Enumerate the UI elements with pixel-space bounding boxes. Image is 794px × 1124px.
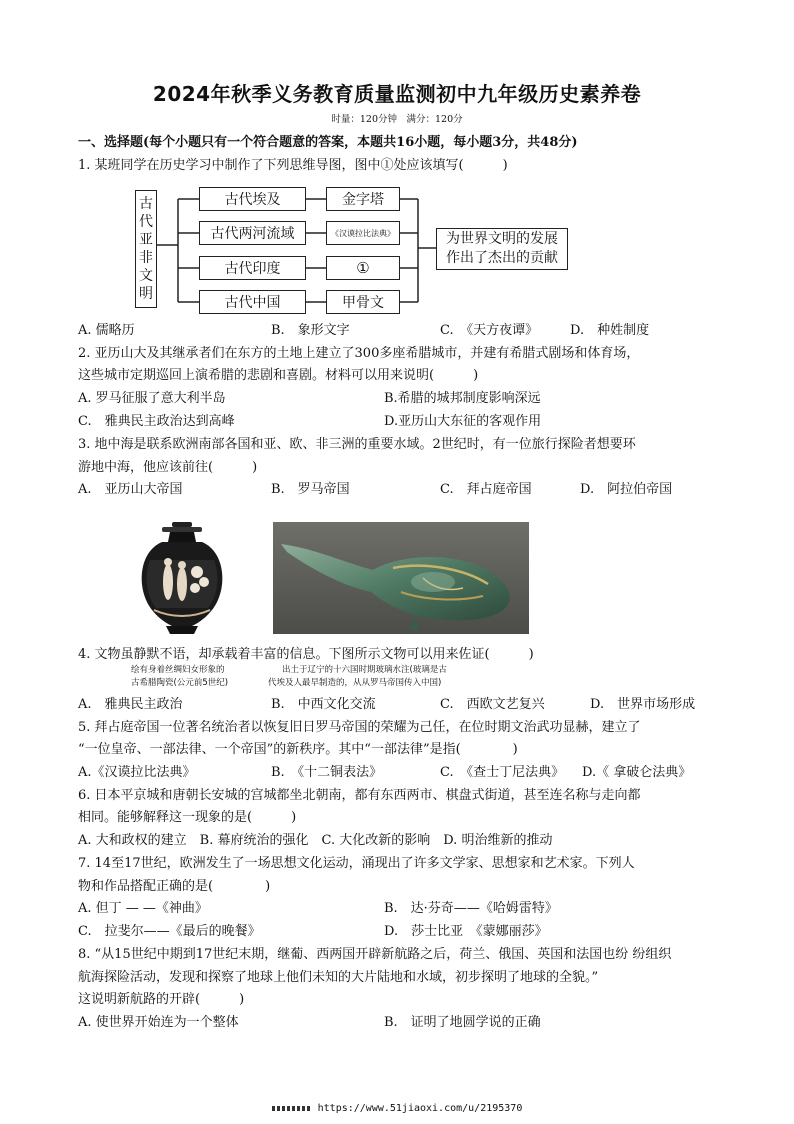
contribution-box	[436, 228, 568, 270]
q7-stem-cont: 物和作品搭配正确的是( )	[78, 879, 271, 894]
contribution-line-2: 作出了杰出的贡献	[446, 250, 558, 266]
q5-option-d: D.《 拿破仑法典》	[582, 765, 692, 780]
item-oracle-bone: 甲骨文	[326, 290, 400, 314]
q1-option-d: D. 种姓制度	[570, 323, 650, 338]
vert-char: 非	[139, 250, 153, 266]
q1-option-c: C. 《天方夜谭》	[440, 323, 539, 338]
q3-option-b: B. 罗马帝国	[271, 482, 350, 497]
item-pyramid: 金字塔	[326, 187, 400, 211]
q8-stem-cont-2: 这说明新航路的开辟( )	[78, 992, 245, 1007]
q5-option-c: C. 《查士丁尼法典》	[440, 765, 565, 780]
q7-option-b: B. 达·芬奇——《哈姆雷特》	[384, 901, 558, 916]
footer-mark-icon	[272, 1106, 312, 1111]
q1-option-b: B. 象形文字	[271, 323, 350, 338]
caption-glass	[268, 664, 447, 690]
civ-india: 古代印度	[199, 256, 306, 280]
q3-option-a: A. 亚历山大帝国	[78, 482, 183, 497]
exam-info: 时量：120分钟 满分：120分	[331, 114, 463, 125]
section-heading: 一、选择题(每个小题只有一个符合题意的答案，本题共16小题，每小题3分，共48分)	[78, 135, 578, 150]
contribution-line-1: 为世界文明的发展	[446, 231, 558, 247]
q5-option-a: A.《汉谟拉比法典》	[78, 765, 196, 780]
caption-glass-line-1: 出土于辽宁的十六国时期玻璃水注(玻璃是古	[282, 665, 447, 675]
q3-stem-cont: 游地中海，他应该前往( )	[78, 460, 258, 475]
q8-option-b: B. 证明了地圆学说的正确	[384, 1015, 541, 1030]
q2-option-d: D.亚历山大东征的客观作用	[384, 414, 542, 429]
q4-option-b: B. 中西文化交流	[271, 697, 376, 712]
q7-stem: 7. 14至17世纪，欧洲发生了一场思想文化运动，涌现出了许多文学家、思想家和艺术家。下列人	[78, 856, 635, 871]
glass-vessel-image	[273, 522, 529, 634]
footer-url[interactable]: https://www.51jiaoxi.com/u/2195370	[317, 1103, 523, 1114]
q5-option-b: B. 《十二铜表法》	[271, 765, 383, 780]
q3-option-d: D. 阿拉伯帝国	[580, 482, 673, 497]
caption-glass-line-2: 代埃及人最早制造的，从从罗马帝国传入中国)	[268, 678, 442, 688]
vert-char: 明	[139, 286, 153, 302]
q2-option-a: A. 罗马征服了意大利半岛	[78, 391, 226, 406]
greek-vase-image	[132, 520, 232, 638]
q8-stem: 8. “从15世纪中期到17世纪末期，继葡、西两国开辟新航路之后，荷兰、俄国、英国和法国也纷 纷组织	[78, 947, 672, 962]
q3-option-c: C. 拜占庭帝国	[440, 482, 532, 497]
q5-stem-cont: “一位皇帝、一部法律、一个帝国”的新秩序。其中“一部法律”是指( )	[78, 742, 518, 757]
q1-option-a: A. 儒略历	[78, 323, 135, 338]
civ-china: 古代中国	[199, 290, 306, 314]
q6-stem-cont: 相同。能够解释这一现象的是( )	[78, 810, 297, 825]
item-blank-1: ①	[326, 256, 400, 280]
q3-stem: 3. 地中海是联系欧洲南部各国和亚、欧、非三洲的重要水域。2世纪时，有一位旅行探险者想要环	[78, 437, 636, 452]
q4-stem: 4. 文物虽静默不语，却承载着丰富的信息。下图所示文物可以用来佐证( )	[78, 647, 534, 662]
q6-options: A. 大和政权的建立 B. 幕府统治的强化 C. 大化改新的影响 D. 明治维新的推动	[78, 833, 553, 848]
page-title: 2024年秋季义务教育质量监测初中九年级历史素养卷	[152, 82, 642, 106]
q8-stem-cont: 航海探险活动，发现和探察了地球上他们未知的大片陆地和水域，初步探明了地球的全貌。”	[78, 970, 599, 985]
q4-option-a: A. 雅典民主政治	[78, 697, 183, 712]
q4-option-c: C. 西欧文艺复兴	[440, 697, 545, 712]
q1-stem: 1. 某班同学在历史学习中制作了下列思维导图，图中①处应该填写( )	[78, 158, 508, 173]
footer-link[interactable]	[0, 1103, 794, 1114]
caption-vase-line-1: 绘有身着丝绸妇女形象的	[131, 665, 225, 675]
item-hammurabi-code: 《汉谟拉比法典》	[326, 221, 400, 245]
q5-stem: 5. 拜占庭帝国一位著名统治者以恢复旧日罗马帝国的荣耀为己任，在位时期文治武功显赫，建立了	[78, 720, 641, 735]
q2-option-b: B.希腊的城邦制度影响深远	[384, 391, 541, 406]
vert-char: 文	[139, 268, 153, 284]
civ-mesopotamia: 古代两河流域	[199, 221, 306, 245]
q7-option-d: D. 莎士比亚 《蒙娜丽莎》	[384, 924, 548, 939]
q4-option-d: D. 世界市场形成	[590, 697, 696, 712]
q6-stem: 6. 日本平京城和唐朝长安城的宫城都坐北朝南，都有东西两市、棋盘式街道，甚至连名称与走向都	[78, 788, 641, 803]
q2-option-c: C. 雅典民主政治达到高峰	[78, 414, 235, 429]
q8-option-a: A. 使世界开始连为一个整体	[78, 1015, 239, 1030]
vert-char: 代	[139, 214, 153, 230]
civ-egypt: 古代埃及	[199, 187, 306, 211]
caption-vase-line-2: 古希腊陶瓷(公元前5世纪)	[131, 678, 229, 688]
ancient-afro-asian-civ-box	[135, 190, 157, 308]
q7-option-a: A. 但丁 — —《神曲》	[78, 901, 208, 916]
q2-stem: 2. 亚历山大及其继承者们在东方的土地上建立了300多座希腊城市，并建有希腊式剧场和体育场，	[78, 346, 640, 361]
q7-option-c: C. 拉斐尔——《最后的晚餐》	[78, 924, 261, 939]
caption-vase	[131, 664, 228, 690]
q2-stem-cont: 这些城市定期巡回上演希腊的悲剧和喜剧。材料可以用来说明( )	[78, 368, 479, 383]
vert-char: 古	[139, 196, 153, 212]
vert-char: 亚	[139, 232, 153, 248]
